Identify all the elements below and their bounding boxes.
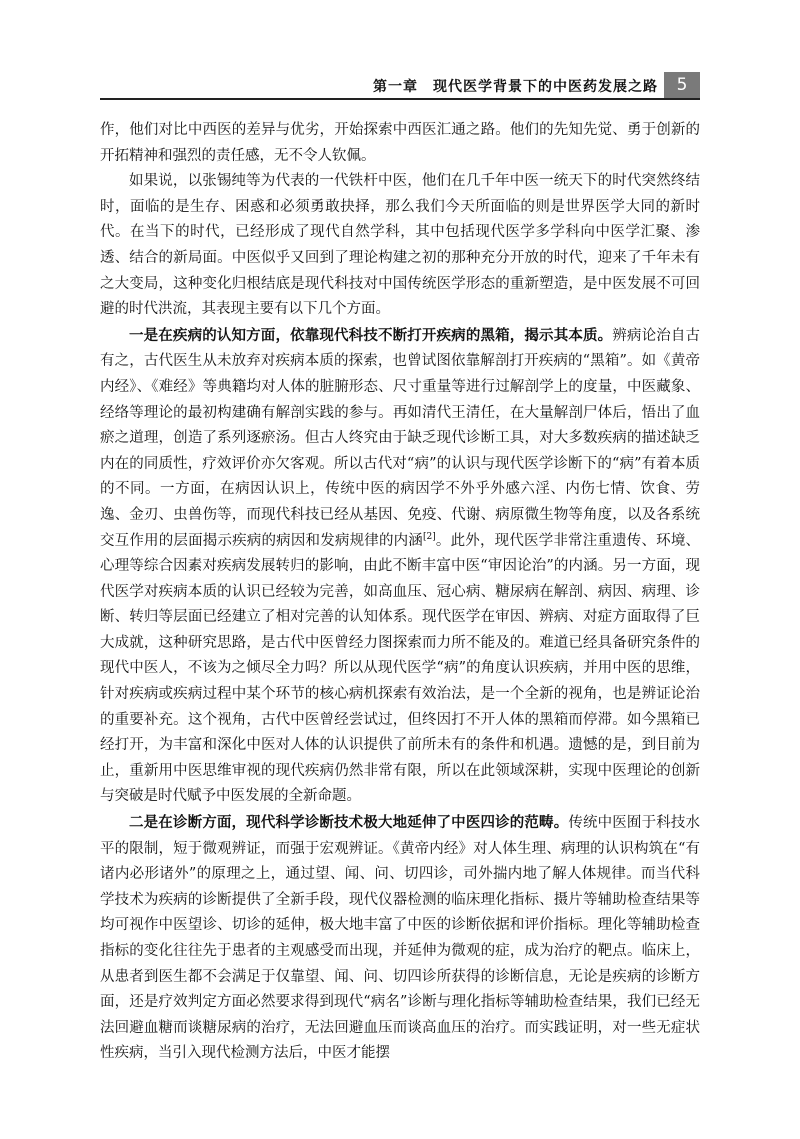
header-rule: [100, 98, 700, 100]
page-number: 5: [664, 72, 700, 98]
chapter-title: 第一章 现代医学背景下的中医药发展之路: [373, 79, 658, 95]
body-text: [100, 118, 700, 1067]
paragraph-4-lead: 二是在诊断方面，现代科学诊断技术极大地延伸了中医四诊的范畴。: [129, 814, 569, 832]
paragraph-4-text: 传统中医囿于科技水平的限制，短于微观辨证，而强于宏观辨证。《黄帝内经》对人体生理、病理的认识构筑在“有诸内必形诸外”的原理之上，通过望、闻、问、切四诊，司外揣内地了解人体规律。而当代科学技术为疾病的诊断提供了全新手段，现代仪器检测的临床理化指标、摄片等辅助检查结果等均可视作中医望诊、切诊的延伸，极大地丰富了中医的诊断依据和评价指标。理化等辅助检查指标的变化往往先于患者的主观感受而出现，并延伸为微观的症，成为治疗的靶点。临床上，从患者到医生都不会满足于仅靠望、闻、问、切四诊所获得的诊断信息，无论是疾病的诊断方面，还是疗效判定方面必然要求得到现代“病名”诊断与理化指标等辅助检查结果，我们已经无法回避血糖而谈糖尿病的治疗，无法回避血压而谈高血压的治疗。而实践证明，对一些无症状性疾病，当引入现代检测方法后，中医才能摆: [100, 815, 701, 1062]
citation-ref: [2]: [423, 531, 436, 542]
paragraph-3-lead: 一是在疾病的认知方面，依靠现代科技不断打开疾病的黑箱，揭示其本质。: [129, 326, 613, 344]
paragraph-3-text-a: 辨病论治自古有之，古代医生从未放弃对疾病本质的探索，也曾试图依靠解剖打开疾病的“黑箱”。如《黄帝内经》、《难经》等典籍均对人体的脏腑形态、尺寸重量等进行过解剖学上的度量，中医藏象、经络等理论的最初构建确有解剖实践的参与。再如清代王清任，在大量解剖尸体后，悟出了血瘀之道理，创造了系列逐瘀汤。但古人终究由于缺乏现代诊断工具，对大多数疾病的描述缺乏内在的同质性，疗效评价亦欠客观。所以古代对“病”的认识与现代医学诊断下的“病”有着本质的不同。一方面，在病因认识上，传统中医的病因学不外乎外感六淫、内伤七情、饮食、劳逸、金刃、虫兽伤等，而现代科技已经从基因、免疫、代谢、病原微生物等角度，以及各系统交互作用的层面揭示疾病的病因和发病规律的内涵: [100, 327, 701, 549]
paragraph-3-text-b: 。此外，现代医学非常注重遗传、环境、心理等综合因素对疾病发展转归的影响，由此不断丰富中医“审因论治”的内涵。另一方面，现代医学对疾病本质的认识已经较为完善，如高血压、冠心病、糖尿病在解剖、病因、病理、诊断、转归等层面已经建立了相对完善的认知体系。现代医学在审因、辨病、对症方面取得了巨大成就，这种研究思路，是古代中医曾经力图探索而力所不能及的。难道已经具备研究条件的现代中医人，不该为之倾尽全力吗？所以从现代医学“病”的角度认识疾病，并用中医的思维，针对疾病或疾病过程中某个环节的核心病机探索有效治法，是一个全新的视角，也是辨证论治的重要补充。这个视角，古代中医曾经尝试过，但终因打不开人体的黑箱而停滞。如今黑箱已经打开，为丰富和深化中医对人体的认识提供了前所未有的条件和机遇。遗憾的是，到目前为止，重新用中医思维审视的现代疾病仍然非常有限，所以在此领域深耕，实现中医理论的创新与突破是时代赋予中医发展的全新命题。: [100, 532, 701, 805]
paragraph-1: 作，他们对比中西医的差异与优劣，开始探索中西医汇通之路。他们的先知先觉、勇于创新的开拓精神和强烈的责任感，无不令人钦佩。: [100, 122, 700, 164]
paragraph-4: [100, 810, 700, 1067]
running-header: [100, 72, 700, 98]
paragraph-2: 如果说，以张锡纯等为代表的一代铁杆中医，他们在几千年中医一统天下的时代突然终结时，面临的是生存、困惑和必须勇敢抉择，那么我们今天所面临的则是世界医学大同的新时代。在当下的时代，已经形成了现代自然学科，其中包括现代医学多学科向中医学汇聚、渗透、结合的新局面。中医似乎又回到了理论构建之初的那种充分开放的时代，迎来了千年未有之大变局，这种变化归根结底是现代科技对中国传统医学形态的重新塑造，是中医发展不可回避的时代洪流，其表现主要有以下几个方面。: [100, 173, 700, 318]
paragraph-3: [100, 323, 700, 810]
